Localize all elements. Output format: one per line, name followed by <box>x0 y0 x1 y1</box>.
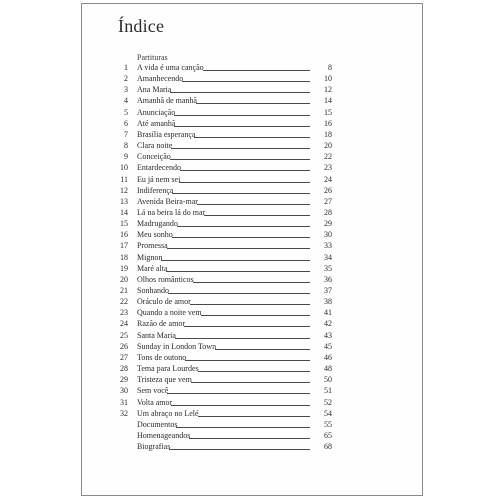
leader-rule <box>197 204 310 205</box>
leader-rule <box>171 148 310 149</box>
toc-entry <box>0 129 500 140</box>
entry-page: 20 <box>324 141 332 151</box>
entry-page: 41 <box>324 308 332 318</box>
entry-number: 29 <box>120 375 128 385</box>
entry-page: 55 <box>324 419 332 429</box>
toc-entry <box>0 118 500 129</box>
entry-title: Um abraço no Lelé <box>137 408 199 418</box>
toc-entry <box>0 196 500 207</box>
entry-title: Tema para Lourdes <box>137 364 199 374</box>
leader-rule <box>172 237 310 238</box>
leader-rule <box>179 182 310 183</box>
entry-page: 33 <box>324 241 332 251</box>
entry-number: 13 <box>120 196 128 206</box>
toc-entry <box>0 252 500 263</box>
entry-number: 4 <box>124 96 128 106</box>
entry-title: Lá na beira lá do mar <box>137 207 206 217</box>
entry-title: Biografias <box>137 442 171 452</box>
entry-title: Brasília esperança <box>137 129 196 139</box>
entry-page: 46 <box>324 352 332 362</box>
entry-number: 20 <box>120 274 128 284</box>
leader-rule <box>180 170 310 171</box>
entry-page: 14 <box>324 96 332 106</box>
entry-number: 5 <box>124 107 128 117</box>
leader-rule <box>198 371 310 372</box>
entry-number: 27 <box>120 352 128 362</box>
entry-number: 11 <box>120 174 128 184</box>
entry-title: Ana Maria <box>137 85 172 95</box>
leader-rule <box>201 315 310 316</box>
toc-entry <box>0 62 500 73</box>
entry-number: 17 <box>120 241 128 251</box>
toc-entry <box>0 419 500 430</box>
entry-page: 37 <box>324 286 332 295</box>
entry-page: 42 <box>324 319 332 329</box>
toc-entry <box>0 240 500 251</box>
toc-entry <box>0 430 500 441</box>
entry-page: 23 <box>324 163 332 173</box>
toc-entry <box>0 207 500 218</box>
leader-rule <box>194 137 310 138</box>
entry-number: 32 <box>120 408 128 418</box>
leader-rule <box>167 393 310 394</box>
entry-number: 19 <box>120 263 128 273</box>
leader-rule <box>171 405 310 406</box>
leader-rule <box>182 81 310 82</box>
entry-number: 30 <box>120 386 128 396</box>
entry-title: Tons de outono <box>137 352 187 362</box>
entry-page: 27 <box>324 196 332 206</box>
toc-entry <box>0 174 500 185</box>
leader-rule <box>174 126 310 127</box>
entry-title: Sonhando <box>137 286 169 295</box>
toc-entry <box>0 73 500 84</box>
leader-rule <box>175 338 310 339</box>
entry-title: Madrugando <box>137 219 178 229</box>
entry-number: 18 <box>120 252 128 262</box>
entry-number: 25 <box>120 330 128 340</box>
leader-rule <box>176 427 310 428</box>
entry-title: Amanhã de manhã <box>137 96 197 106</box>
entry-page: 35 <box>324 263 332 273</box>
entry-page: 65 <box>324 430 332 440</box>
toc-entry <box>0 330 500 341</box>
entry-number: 26 <box>120 341 128 351</box>
entry-title: Maré alta <box>137 263 168 273</box>
entry-number: 31 <box>120 397 128 407</box>
entry-title: Sem você <box>137 386 169 396</box>
entry-title: Avenida Beira-mar <box>137 196 198 206</box>
leader-rule <box>169 449 310 450</box>
leader-rule <box>189 438 310 439</box>
entry-number: 1 <box>124 63 128 72</box>
entry-page: 22 <box>324 152 332 162</box>
entry-number: 22 <box>120 297 128 307</box>
toc-entry <box>0 397 500 408</box>
entry-number: 14 <box>120 207 128 217</box>
entry-page: 50 <box>324 375 332 385</box>
leader-rule <box>196 103 310 104</box>
entry-title: Quando a noite vem <box>137 308 202 318</box>
entry-page: 15 <box>324 107 332 117</box>
leader-rule <box>172 193 310 194</box>
leader-rule <box>204 215 310 216</box>
toc-entry <box>0 374 500 385</box>
entry-number: 10 <box>120 163 128 173</box>
entry-page: 29 <box>324 219 332 229</box>
entry-page: 26 <box>324 185 332 195</box>
toc-entry <box>0 441 500 452</box>
entry-number: 7 <box>124 129 128 139</box>
leader-rule <box>167 248 310 249</box>
toc-entry <box>0 296 500 307</box>
entry-page: 51 <box>324 386 332 396</box>
leader-rule <box>170 159 310 160</box>
entry-title: Indiferença <box>137 185 174 195</box>
entry-title: Tristeza que vem <box>137 375 192 385</box>
entry-page: 36 <box>324 274 332 284</box>
entry-title: Razão de amor <box>137 319 185 329</box>
leader-rule <box>191 382 310 383</box>
entry-title: Entardecendo <box>137 163 181 173</box>
entry-title: Santa Maria <box>137 330 176 340</box>
toc-entry <box>0 363 500 374</box>
entry-title: Amanhecendo <box>137 74 184 84</box>
entry-page: 16 <box>324 118 332 128</box>
entry-page: 52 <box>324 397 332 407</box>
entry-number: 12 <box>120 185 128 195</box>
entry-page: 24 <box>324 174 332 184</box>
entry-title: Olhos românticos <box>137 274 194 284</box>
leader-rule <box>215 349 310 350</box>
entry-title: Promessa <box>137 241 168 251</box>
entry-title: Anunciação <box>137 107 176 117</box>
toc-entry <box>0 341 500 352</box>
entry-number: 15 <box>120 219 128 229</box>
entry-page: 43 <box>324 330 332 340</box>
toc-entry <box>0 318 500 329</box>
entry-number: 3 <box>124 85 128 95</box>
entry-title: Meu sonho <box>137 230 173 240</box>
leader-rule <box>177 226 310 227</box>
page-title: Índice <box>118 16 165 36</box>
entry-number: 28 <box>120 364 128 374</box>
entry-title: Documentos <box>137 419 178 429</box>
entry-title: Clara noite <box>137 141 173 151</box>
entry-page: 18 <box>324 129 332 139</box>
entry-title: A vida é uma canção <box>137 63 204 72</box>
leader-rule <box>184 326 310 327</box>
section-label: Partituras <box>137 53 168 62</box>
toc-entry <box>0 95 500 106</box>
entry-number: 16 <box>120 230 128 240</box>
toc-entry <box>0 140 500 151</box>
leader-rule <box>185 360 310 361</box>
entry-title: Eu já nem sei <box>137 174 181 184</box>
toc-entry <box>0 107 500 118</box>
entry-number: 24 <box>120 319 128 329</box>
toc-entry <box>0 385 500 396</box>
entry-title: Homenageandos <box>137 430 191 440</box>
entry-page: 28 <box>324 207 332 217</box>
entry-page: 10 <box>324 74 332 84</box>
entry-page: 68 <box>324 442 332 452</box>
leader-rule <box>198 416 310 417</box>
toc-entry <box>0 229 500 240</box>
entry-title: Até amanhã <box>137 118 176 128</box>
leader-rule <box>166 271 310 272</box>
entry-title: Volta amor <box>137 397 173 407</box>
entry-page: 12 <box>324 85 332 95</box>
leader-rule <box>174 115 310 116</box>
leader-rule <box>190 304 310 305</box>
toc-entry <box>0 352 500 363</box>
leader-rule <box>161 260 310 261</box>
entry-title: Sunday in London Town <box>137 341 217 351</box>
toc-entry <box>0 307 500 318</box>
leader-rule <box>203 70 310 71</box>
entry-page: 45 <box>324 341 332 351</box>
entry-number: 21 <box>120 286 128 295</box>
toc-entry <box>0 218 500 229</box>
entry-title: Conceição <box>137 152 171 162</box>
toc-entry <box>0 162 500 173</box>
entry-page: 30 <box>324 230 332 240</box>
entry-number: 2 <box>124 74 128 84</box>
toc-entry <box>0 285 500 296</box>
entry-page: 48 <box>324 364 332 374</box>
toc-entry <box>0 263 500 274</box>
entry-page: 38 <box>324 297 332 307</box>
entry-number: 8 <box>124 141 128 151</box>
toc-entry <box>0 274 500 285</box>
entry-number: 9 <box>124 152 128 162</box>
entry-number: 6 <box>124 118 128 128</box>
leader-rule <box>168 293 310 294</box>
toc-entry <box>0 408 500 419</box>
entry-title: Mignon <box>137 252 163 262</box>
entry-title: Oráculo de amor <box>137 297 191 307</box>
toc-entry <box>0 185 500 196</box>
leader-rule <box>170 92 310 93</box>
entry-page: 34 <box>324 252 332 262</box>
toc-entry <box>0 151 500 162</box>
entry-number: 23 <box>120 308 128 318</box>
leader-rule <box>193 282 310 283</box>
entry-page: 8 <box>328 63 332 72</box>
entry-page: 54 <box>324 408 332 418</box>
toc-entry <box>0 84 500 95</box>
